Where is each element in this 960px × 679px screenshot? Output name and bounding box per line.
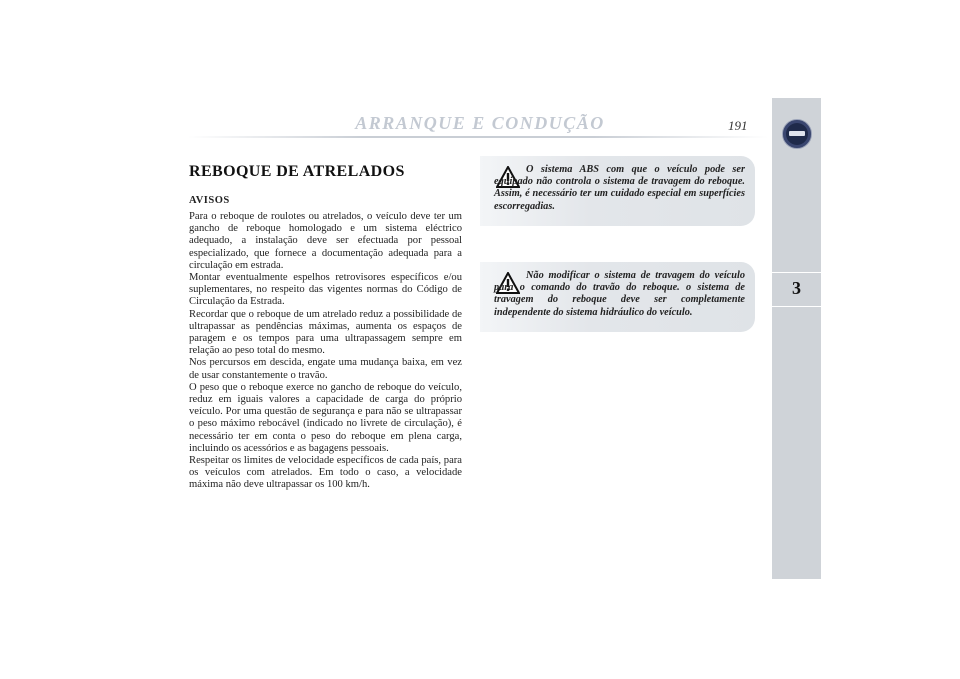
section-subhead: AVISOS: [189, 195, 230, 206]
paragraph: Montar eventualmente espelhos retrovisores específicos e/ou suplementares, no respeito das vigentes normas do Código de Circulação da Estrada.: [189, 272, 462, 308]
chapter-divider: [772, 306, 821, 307]
chapter-number: 3: [792, 278, 801, 298]
section-title: REBOQUE DE ATRELADOS: [189, 163, 405, 180]
header-divider: [188, 136, 768, 138]
warning-box-abs: [480, 156, 755, 226]
warning-text: O sistema ABS com que o veículo pode ser equipado não controla o sistema de travagem do reboque. Assim, é necessário ter um cuidado especial em superfícies escorregadias.: [494, 164, 745, 212]
paragraph: Respeitar os limites de velocidade específicos de cada país, para os veículos com atrelados. Em todo o caso, a velocidade máxima não deve ultrapassar os 100 km/h.: [189, 455, 462, 491]
lancia-logo-icon: [782, 119, 812, 149]
paragraph: Para o reboque de roulotes ou atrelados, o veículo deve ter um gancho de reboque homologado e um sistema eléctrico adequado, a instalação deve ser efectuada por pessoal especializado, que fornece a documentação adequada para a circulação em estrada.: [189, 211, 462, 271]
chapter-divider: [772, 272, 821, 273]
page-number: 191: [728, 118, 748, 133]
paragraph: Recordar que o reboque de um atrelado reduz a possibilidade de ultrapassar as pendências máximas, aumenta os espaços de paragem e os tempos para uma ultrapassagem sempre em relação ao peso total do mesmo.: [189, 308, 462, 357]
warning-text: Não modificar o sistema de travagem do veículo para o comando do travão do reboque. o sistema de travagem do reboque deve ser completamente independente do sistema hidráulico do veículo.: [494, 270, 745, 318]
page-header-title: ARRANQUE E CONDUÇÃO: [355, 113, 605, 133]
chapter-sidebar: [772, 98, 821, 579]
paragraph: Nos percursos em descida, engate uma mudança baixa, em vez de usar constantemente o travão.: [189, 357, 462, 381]
warning-box-brakes: [480, 262, 755, 332]
paragraph: O peso que o reboque exerce no gancho de reboque do veículo, reduz em iguais valores a capacidade de carga do próprio veículo. Por uma questão de segurança e para não se ultrapassar o peso máximo rebocável (indicado no livrete de circulação), é necessário ter em conta o peso do reboque em plena carga, incluindo os acessórios e as bagagens pessoais.: [189, 381, 462, 454]
body-text: [189, 211, 462, 492]
